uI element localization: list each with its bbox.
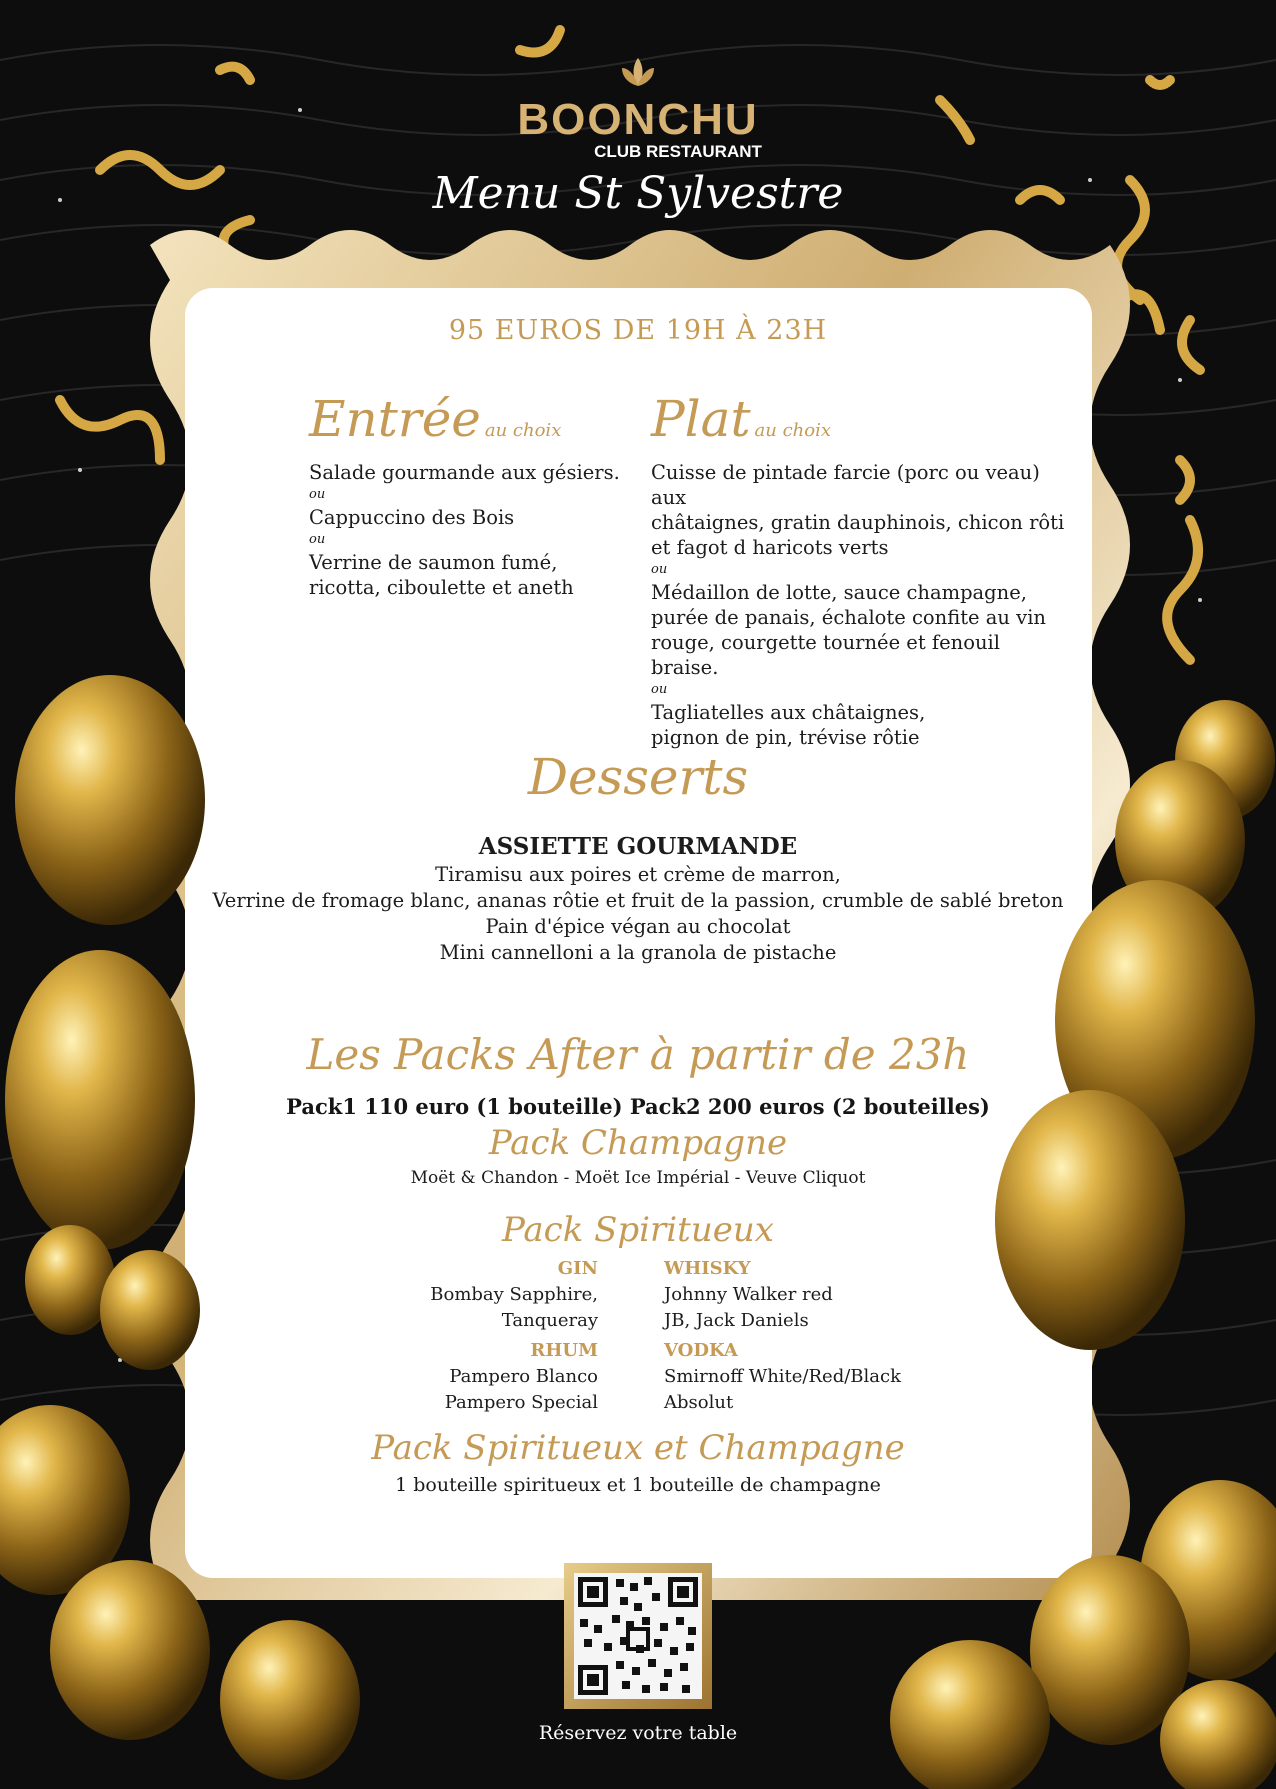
vodka-heading: VODKA <box>664 1340 738 1361</box>
desserts-title: Desserts <box>527 748 749 806</box>
plat-title: Plat <box>651 390 751 448</box>
menu-title: Menu St Sylvestre <box>432 168 844 219</box>
plat-item: Cuisse de pintade farcie (porc ou veau) aux <box>651 461 1040 509</box>
rhum-item: Pampero Blanco <box>449 1366 598 1387</box>
entree-heading <box>309 390 629 448</box>
dessert-item: Tiramisu aux poires et crème de marron, <box>435 863 841 886</box>
plat-heading <box>651 390 1071 448</box>
pack-spiritueux-title: Pack Spiritueux <box>502 1210 774 1250</box>
whisky-heading: WHISKY <box>664 1258 751 1279</box>
dessert-item: Mini cannelloni a la granola de pistache <box>439 941 837 964</box>
spirits-right-column <box>664 1256 984 1416</box>
plat-item: et fagot d haricots verts <box>651 536 889 559</box>
price-line: 95 EUROS DE 19H À 23H <box>448 315 828 346</box>
rhum-heading: RHUM <box>530 1340 598 1361</box>
dessert-item: Pain d'épice végan au chocolat <box>485 915 791 938</box>
gin-item: Bombay Sapphire, <box>430 1284 598 1305</box>
reserve-table-text: Réservez votre table <box>538 1722 738 1744</box>
plat-item: Tagliatelles aux châtaignes, <box>651 701 926 724</box>
or-label: ou <box>651 562 668 577</box>
plat-section <box>651 390 1071 750</box>
or-label: ou <box>309 532 326 547</box>
entree-title: Entrée <box>309 390 481 448</box>
packs-prices: Pack1 110 euro (1 bouteille) Pack2 200 euros (2 bouteilles) <box>286 1094 990 1119</box>
vodka-item: Smirnoff White/Red/Black <box>664 1366 901 1387</box>
dessert-item: Verrine de fromage blanc, ananas rôtie et fruit de la passion, crumble de sablé breton <box>212 889 1064 912</box>
entree-item: Salade gourmande aux gésiers. <box>309 461 620 484</box>
or-label: ou <box>651 682 668 697</box>
logo-lotus <box>618 56 658 88</box>
pack-spiritueux-champagne-line: 1 bouteille spiritueux et 1 bouteille de champagne <box>395 1474 881 1496</box>
entree-item: ricotta, ciboulette et aneth <box>309 576 574 599</box>
whisky-item: Johnny Walker red <box>664 1284 833 1305</box>
pack-spiritueux-champagne-title: Pack Spiritueux et Champagne <box>371 1428 905 1468</box>
gin-item: Tanqueray <box>501 1310 598 1331</box>
rhum-item: Pampero Special <box>444 1392 598 1413</box>
desserts-heading: ASSIETTE GOURMANDE <box>478 833 798 860</box>
or-label: ou <box>309 487 326 502</box>
qr-code-icon <box>564 1563 712 1709</box>
entree-subtitle: au choix <box>484 420 562 441</box>
pack-champagne-title: Pack Champagne <box>488 1123 788 1163</box>
vodka-item: Absolut <box>664 1392 734 1413</box>
entree-item: Verrine de saumon fumé, <box>309 551 558 574</box>
whisky-item: JB, Jack Daniels <box>664 1310 809 1331</box>
plat-item: pignon de pin, trévise rôtie <box>651 726 920 749</box>
plat-item: Médaillon de lotte, sauce champagne, <box>651 581 1027 604</box>
dessert-list <box>0 862 1276 966</box>
qr-code[interactable] <box>564 1563 712 1709</box>
brand-subtitle: CLUB RESTAURANT <box>594 142 762 161</box>
plat-item: purée de panais, échalote confite au vin <box>651 606 1046 629</box>
spirits-left-column <box>400 1256 598 1416</box>
plat-subtitle: au choix <box>754 420 832 441</box>
lotus-icon <box>618 56 658 88</box>
packs-title: Les Packs After à partir de 23h <box>306 1030 970 1079</box>
entree-item: Cappuccino des Bois <box>309 506 515 529</box>
plat-item: rouge, courgette tournée et fenouil braise. <box>651 631 1000 679</box>
plat-item: châtaignes, gratin dauphinois, chicon rôti <box>651 511 1065 534</box>
pack-champagne-list: Moët & Chandon - Moët Ice Impérial - Veuve Cliquot <box>410 1168 866 1188</box>
entree-section <box>309 390 629 600</box>
brand-name: BOONCHU <box>517 95 759 144</box>
gin-heading: GIN <box>557 1258 598 1279</box>
